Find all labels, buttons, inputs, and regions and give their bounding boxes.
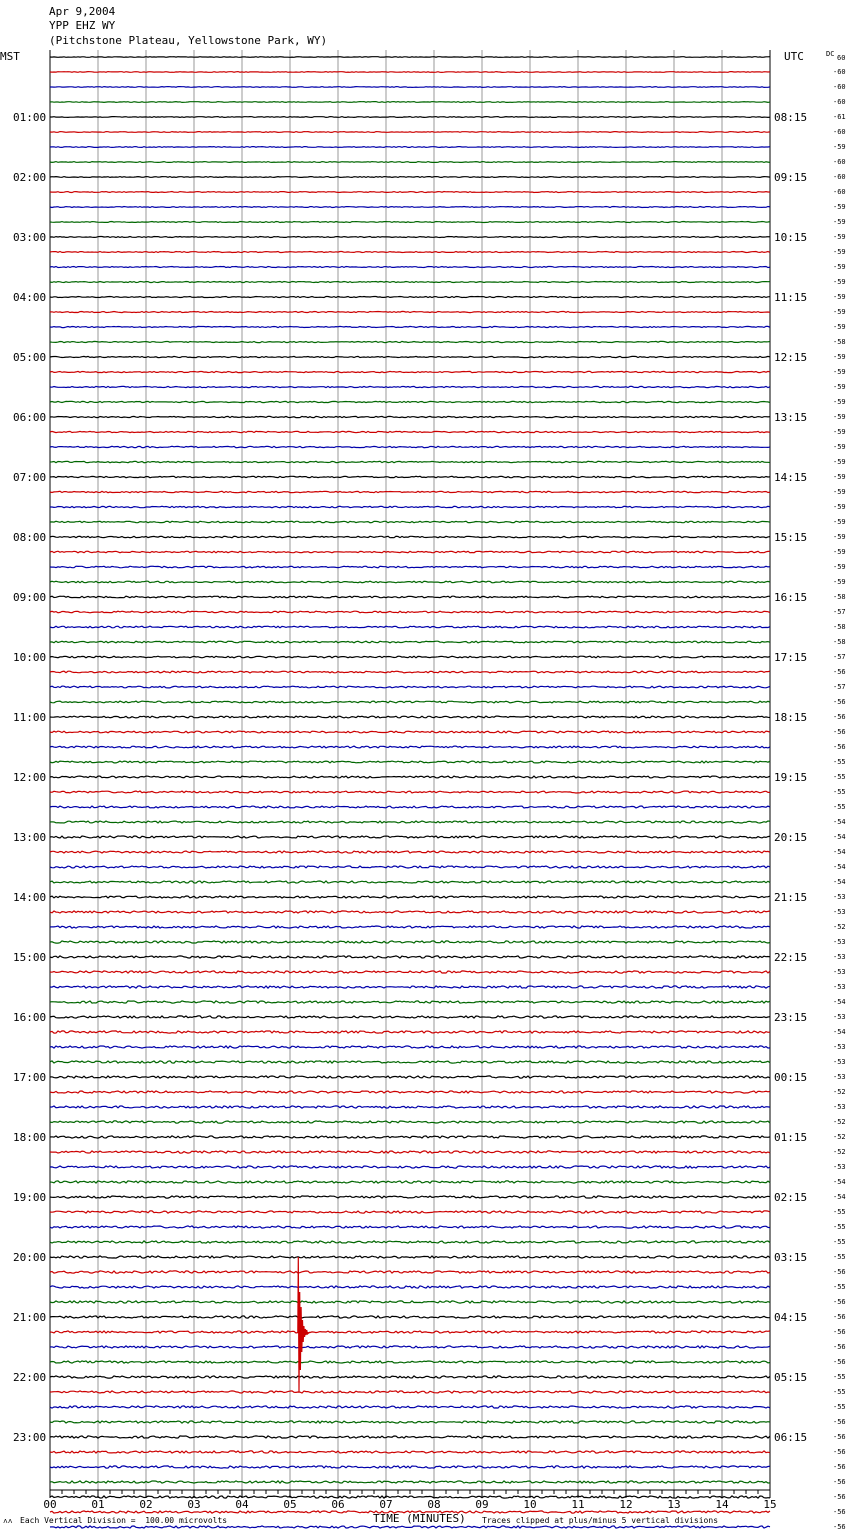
dc-offset-label: -53 [833,1103,846,1111]
dc-offset-label: -53 [833,953,846,961]
left-hour-label: 16:00 [13,1011,47,1024]
dc-offset-label: -54 [833,818,846,826]
dc-offset-label: -56 [833,1343,846,1351]
dc-offset-label: -57 [833,608,846,616]
left-hour-label: 19:00 [13,1191,47,1204]
trace-line [50,1196,770,1198]
trace-line [50,1421,770,1423]
x-tick-label: 06 [331,1498,345,1511]
trace-line [50,311,770,312]
dc-offset-label: -56 [833,1298,846,1306]
right-hour-label: 06:15 [774,1431,808,1444]
dc-offset-label: -59 [833,563,846,571]
right-hour-label: 08:15 [774,111,808,124]
dc-offset-label: -54 [833,998,846,1006]
x-tick-label: 13 [667,1498,681,1511]
scale-note: Each Vertical Division = 100.00 microvolts [20,1516,228,1525]
trace-line [50,1241,770,1243]
trace-line [50,1121,770,1123]
dc-offset-label: -52 [833,1118,846,1126]
trace-line [50,1271,770,1273]
trace-line [50,1376,770,1378]
trace-line [50,851,770,853]
x-tick-label: 09 [475,1498,489,1511]
dc-offset-labels [826,50,846,1534]
dc-offset-label: -57 [833,683,846,691]
trace-line [50,746,770,748]
trace-line [50,1211,770,1213]
left-hour-label: 13:00 [13,831,47,844]
dc-offset-label: -52 [833,1133,846,1141]
trace-line [50,761,770,763]
trace-line [50,911,770,913]
right-hour-label: 05:15 [774,1371,808,1384]
dc-offset-label: -53 [833,1073,846,1081]
dc-offset-label: -59 [833,518,846,526]
trace-line [50,177,770,178]
left-hour-label: 06:00 [13,411,47,424]
right-hour-label: 11:15 [774,291,808,304]
dc-offset-label: -56 [833,668,846,676]
left-hour-label: 08:00 [13,531,47,544]
dc-offset-label: -59 [833,428,846,436]
left-hour-label: 15:00 [13,951,47,964]
dc-offset-label: -58 [833,623,846,631]
dc-offset-label: -59 [833,503,846,511]
dc-offset-label: -54 [833,1178,846,1186]
dc-offset-label: -56 [833,1328,846,1336]
trace-line [50,1406,770,1408]
trace-line [50,356,770,357]
dc-offset-label: -55 [833,803,846,811]
dc-offset-label: -56 [833,1523,846,1531]
right-hour-label: 02:15 [774,1191,808,1204]
dc-offset-label: -57 [833,653,846,661]
left-hour-label: 21:00 [13,1311,47,1324]
right-hour-label: 00:15 [774,1071,808,1084]
trace-line [50,566,770,568]
left-hour-label: 12:00 [13,771,47,784]
trace-line [50,1181,770,1183]
x-tick-label: 05 [283,1498,297,1511]
right-hour-label: 04:15 [774,1311,808,1324]
left-hour-label: 20:00 [13,1251,47,1264]
trace-line [50,1001,770,1003]
dc-offset-label: -55 [833,1253,846,1261]
right-hour-label: 22:15 [774,951,808,964]
trace-line [50,1496,770,1498]
dc-offset-label: -53 [833,1013,846,1021]
trace-line [50,282,770,283]
dc-offset-label: -60 [833,83,846,91]
trace-line [50,401,770,402]
trace-line [50,581,770,583]
dc-offset-label: -61 [833,113,846,121]
x-axis-title: TIME (MINUTES) [373,1512,466,1525]
trace-line [50,506,770,507]
right-hour-label: 23:15 [774,1011,808,1024]
trace-line [50,1076,770,1078]
dc-offset-label: -56 [833,1433,846,1441]
dc-offset-label: -58 [833,593,846,601]
dc-offset-label: -52 [833,1088,846,1096]
dc-offset-label: -53 [833,1058,846,1066]
trace-line [50,1526,770,1528]
dc-offset-label: -55 [833,788,846,796]
left-hour-label: 23:00 [13,1431,47,1444]
dc-offset-label: -56 [833,1448,846,1456]
dc-offset-label: -59 [833,308,846,316]
x-tick-label: 14 [715,1498,729,1511]
x-tick-label: 15 [763,1498,777,1511]
dc-offset-label: -60 [833,68,846,76]
header-date: Apr 9,2004 [49,5,116,18]
x-tick-label: 11 [571,1498,585,1511]
trace-line [50,222,770,223]
trace-line [50,1466,770,1468]
x-tick-label: 03 [187,1498,201,1511]
trace-line [50,641,770,643]
x-axis [43,1490,776,1511]
dc-offset-label: -59 [833,368,846,376]
x-tick-label: 07 [379,1498,393,1511]
trace-line [50,1151,770,1153]
right-hour-label: 21:15 [774,891,808,904]
dc-offset-label: -55 [833,773,846,781]
dc-offset-label: -54 [833,1028,846,1036]
dc-offset-label: -59 [833,218,846,226]
trace-line [50,881,770,883]
trace-line [50,1301,770,1303]
dc-offset-label: -55 [833,1388,846,1396]
right-hour-label: 12:15 [774,351,808,364]
dc-header-label: DC [826,50,835,58]
trace-line [50,1016,770,1018]
trace-line [50,1226,770,1228]
trace-line [50,971,770,973]
dc-offset-label: -54 [833,878,846,886]
dc-offset-label: -59 [833,248,846,256]
trace-line [50,731,770,733]
trace-line [50,72,770,73]
trace-line [50,237,770,238]
dc-offset-label: -59 [833,323,846,331]
dc-offset-label: -55 [833,758,846,766]
trace-line [50,536,770,537]
trace-line [50,1061,770,1063]
trace-line [50,551,770,553]
trace-line [50,207,770,208]
trace-line [50,776,770,778]
right-hour-label: 16:15 [774,591,808,604]
dc-offset-label: -59 [833,143,846,151]
dc-offset-label: -56 [833,1508,846,1516]
trace-line [50,1346,770,1348]
dc-offset-label: -55 [833,1223,846,1231]
dc-offset-label: -59 [833,413,846,421]
trace-line [50,821,770,823]
dc-offset-label: -58 [833,338,846,346]
dc-offset-label: -59 [833,278,846,286]
trace-line [50,267,770,268]
trace-line [50,716,770,718]
dc-offset-label: -53 [833,893,846,901]
dc-offset-label: -59 [833,293,846,301]
trace-line [50,596,770,598]
dc-offset-label: -52 [833,923,846,931]
right-hour-label: 13:15 [774,411,808,424]
trace-line [50,1331,770,1333]
trace-line [50,1286,770,1288]
dc-offset-label: -53 [833,908,846,916]
dc-offset-label: -53 [833,968,846,976]
right-hour-label: 15:15 [774,531,808,544]
right-hour-label: 20:15 [774,831,808,844]
trace-line [50,431,770,432]
dc-offset-label: -55 [833,1373,846,1381]
trace-line [50,446,770,447]
trace-line [50,1136,770,1138]
dc-offset-label: -59 [833,578,846,586]
trace-line [50,806,770,808]
dc-offset-label: -60 [833,128,846,136]
trace-line [50,87,770,88]
dc-offset-label: -55 [833,1283,846,1291]
left-hour-label: 01:00 [13,111,47,124]
x-tick-label: 02 [139,1498,153,1511]
dc-offset-label: -59 [833,383,846,391]
dc-offset-label: -56 [833,698,846,706]
right-hour-label: 18:15 [774,711,808,724]
trace-line [50,671,770,673]
dc-offset-label: -56 [833,743,846,751]
right-timezone-label: UTC [784,50,804,63]
trace-line [50,836,770,838]
dc-offset-label: -59 [833,548,846,556]
dc-offset-label: -56 [833,1463,846,1471]
dc-offset-label: -60 [833,98,846,106]
trace-line [50,866,770,868]
dc-offset-label: -59 [833,263,846,271]
trace-line [50,986,770,988]
dc-offset-label: -60 [833,158,846,166]
header-station: YPP EHZ WY [49,19,116,32]
left-hour-label: 03:00 [13,231,47,244]
left-hour-label: 07:00 [13,471,47,484]
trace-line [50,476,770,477]
dc-offset-label: -59 [833,458,846,466]
x-tick-label: 08 [427,1498,441,1511]
dc-offset-label: -59 [833,473,846,481]
left-hour-label: 02:00 [13,171,47,184]
dc-offset-label: -59 [833,203,846,211]
trace-line [50,1436,770,1438]
trace-line [50,1091,770,1093]
left-hour-label: 22:00 [13,1371,47,1384]
x-tick-label: 12 [619,1498,633,1511]
left-hour-label: 17:00 [13,1071,47,1084]
trace-line [50,941,770,943]
dc-offset-label: -59 [833,533,846,541]
dc-offset-label: -53 [833,983,846,991]
trace-line [50,461,770,462]
left-hour-label: 11:00 [13,711,47,724]
trace-line [50,102,770,103]
trace-line [50,956,770,958]
dc-offset-label: -54 [833,833,846,841]
dc-offset-label: -60 [833,173,846,181]
dc-offset-label: -52 [833,1148,846,1156]
trace-line [50,1166,770,1168]
dc-offset-label: -54 [833,863,846,871]
dc-offset-label: -53 [833,1043,846,1051]
left-hour-label: 04:00 [13,291,47,304]
trace-line [50,1361,770,1363]
trace-line [50,341,770,342]
trace-line [50,926,770,928]
dc-offset-label: -56 [833,1478,846,1486]
trace-line [50,521,770,522]
dc-offset-label: -53 [833,1163,846,1171]
left-timezone-label: MST [0,50,20,63]
trace-line [50,1046,770,1048]
dc-offset-label: -54 [833,1193,846,1201]
trace-line [50,611,770,613]
dc-offset-label: -56 [833,1418,846,1426]
trace-line [50,791,770,793]
corner-mark: ˄˄ [3,1517,13,1526]
x-tick-label: 00 [43,1498,57,1511]
x-tick-label: 01 [91,1498,105,1511]
dc-offset-label: -58 [833,638,846,646]
dc-offset-label: -55 [833,1208,846,1216]
trace-line [50,1031,770,1033]
trace-line [50,147,770,148]
dc-offset-label: -56 [833,728,846,736]
trace-line [50,701,770,703]
dc-offset-label: -59 [833,488,846,496]
trace-line [50,1256,770,1258]
dc-header-value: 60 [837,54,846,62]
trace-line [50,1316,770,1318]
dc-offset-label: -56 [833,713,846,721]
trace-line [50,1451,770,1453]
dc-offset-label: -54 [833,848,846,856]
trace-line [50,162,770,163]
time-gridlines [50,50,770,1490]
trace-line [50,686,770,688]
trace-line [50,192,770,193]
event-burst [298,1257,310,1392]
trace-line [50,117,770,118]
trace-line [50,386,770,387]
dc-offset-label: -56 [833,1493,846,1501]
right-hour-label: 09:15 [774,171,808,184]
left-hour-label: 18:00 [13,1131,47,1144]
trace-line [50,1106,770,1108]
dc-offset-label: -59 [833,233,846,241]
trace-line [50,1391,770,1393]
right-hour-label: 19:15 [774,771,808,784]
dc-offset-label: -55 [833,1238,846,1246]
right-hour-label: 01:15 [774,1131,808,1144]
dc-offset-label: -56 [833,1358,846,1366]
trace-line [50,491,770,492]
dc-offset-label: -55 [833,1403,846,1411]
dc-offset-label: -56 [833,1313,846,1321]
header-location: (Pitchstone Plateau, Yellowstone Park, WY) [49,34,328,47]
clip-note: Traces clipped at plus/minus 5 vertical divisions [482,1516,719,1525]
seismic-traces [50,57,770,1534]
dc-offset-label: -59 [833,443,846,451]
trace-line [50,656,770,658]
trace-line [50,132,770,133]
dc-offset-label: -59 [833,353,846,361]
trace-line [50,252,770,253]
left-hour-label: 09:00 [13,591,47,604]
x-tick-label: 04 [235,1498,249,1511]
left-hour-label: 05:00 [13,351,47,364]
trace-line [50,1481,770,1483]
right-hour-label: 17:15 [774,651,808,664]
dc-offset-label: -60 [833,188,846,196]
right-hour-label: 10:15 [774,231,808,244]
trace-line [50,626,770,628]
trace-line [50,326,770,327]
left-hour-label: 10:00 [13,651,47,664]
right-hour-label: 14:15 [774,471,808,484]
left-hour-label: 14:00 [13,891,47,904]
dc-offset-label: -53 [833,938,846,946]
trace-line [50,896,770,898]
trace-line [50,371,770,372]
right-hour-label: 03:15 [774,1251,808,1264]
trace-line [50,57,770,58]
trace-line [50,297,770,298]
dc-offset-label: -59 [833,398,846,406]
trace-line [50,416,770,417]
x-tick-label: 10 [523,1498,537,1511]
dc-offset-label: -56 [833,1268,846,1276]
